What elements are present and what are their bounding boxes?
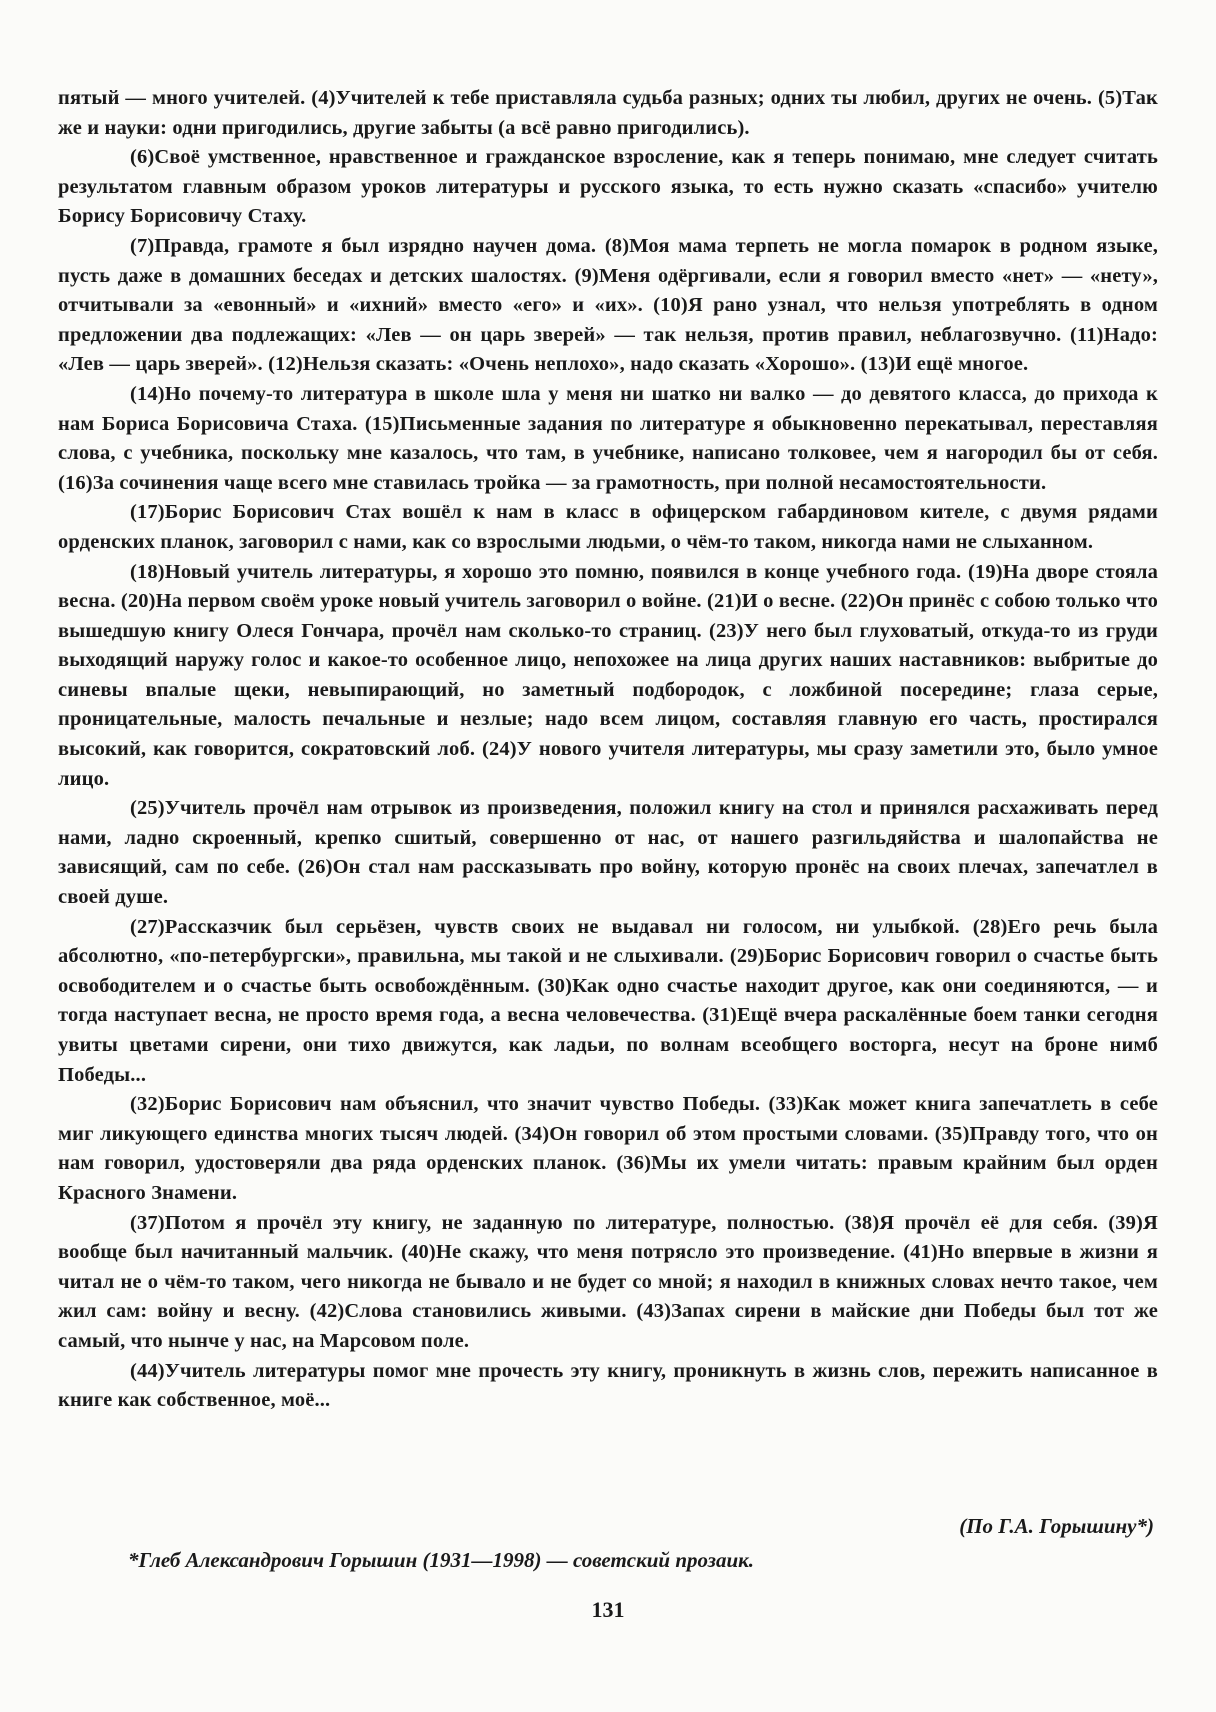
paragraph: (27)Рассказчик был серьёзен, чувств своих не выдавал ни голосом, ни улыбкой. (28)Его речь была абсолютно, «по-петербургски», правильна, мы такой и не слыхивали. (29)Борис Борисович говорил о счастье быть освободителем и о счастье быть освобождённым. (30)Как одно счастье находит другое, как они соединяются, — и тогда наступает весна, не просто время года, а весна человечества. (31)Ещё вчера раскалённые боем танки сегодня увиты цветами сирени, они тихо движутся, как ладьи, по волнам всеобщего восторга, несут на броне нимб Победы... — [58, 915, 1158, 1086]
page-number: 131 — [591, 1597, 625, 1622]
paragraph: (17)Борис Борисович Стах вошёл к нам в класс в офицерском габардиновом кителе, с двумя рядами орденских планок, заговорил с нами, как со взрослыми людьми, о чём-то таком, никогда нами не слыханном. — [58, 501, 1158, 553]
paragraph: (14)Но почему-то литература в школе шла у меня ни шатко ни валко — до девятого класса, до прихода к нам Бориса Борисовича Стаха. (15)Письменные задания по литературе я обыкновенно перекатывал, переставляя слова, с учебника, поскольку мне казалось, что там, в учебнике, написано толковее, чем я нагородил бы от себя. (16)За сочинения чаще всего мне ставилась тройка — за грамотность, при полной несамостоятельности. — [58, 382, 1158, 494]
author-footnote: *Глеб Александрович Горышин (1931—1998) — советский прозаик. — [128, 1548, 755, 1572]
text-body — [58, 84, 1158, 1416]
paragraph: (7)Правда, грамоте я был изрядно научен дома. (8)Моя мама терпеть не могла помарок в родном языке, пусть даже в домашних беседах и детских шалостях. (9)Меня одёргивали, если я говорил вместо «нет» — «нету», отчитывали за «евонный» и «ихний» вместо «его» и «их». (10)Я рано узнал, что нельзя употреблять в одном предложении два подлежащих: «Лев — он царь зверей» — так нельзя, против правил, неблагозвучно. (11)Надо: «Лев — царь зверей». (12)Нельзя сказать: «Очень неплохо», надо сказать «Хорошо». (13)И ещё многое. — [58, 234, 1158, 376]
paragraph: (44)Учитель литературы помог мне прочесть эту книгу, проникнуть в жизнь слов, пережить написанное в книге как собственное, моё... — [58, 1359, 1158, 1412]
source-attribution: (По Г.А. Горышину*) — [959, 1514, 1154, 1538]
paragraph: (18)Новый учитель литературы, я хорошо это помню, появился в конце учебного года. (19)На дворе стояла весна. (20)На первом своём уроке новый учитель заговорил о войне. (21)И о весне. (22)Он принёс с собою только что вышедшую книгу Олеся Гончара, прочёл нам сколько-то страниц. (23)У него был глуховатый, откуда-то из груди выходящий наружу голос и какое-то особенное лицо, непохожее на лица других наших наставников: выбритые до синевы впалые щеки, невыпирающий, но заметный подбородок, с ложбиной посередине; глаза серые, проницательные, малость печальные и незлые; надо всем лицом, составляя главную его часть, простирался высокий, как говорится, сократовский лоб. (24)У нового учителя литературы, мы сразу заметили это, было умное лицо. — [58, 560, 1158, 790]
paragraph: (32)Борис Борисович нам объяснил, что значит чувство Победы. (33)Как может книга запечатлеть в себе миг ликующего единства многих тысяч людей. (34)Он говорил об этом простыми словами. (35)Правду того, что он нам говорил, удостоверяли два ряда орденских планок. (36)Мы их умели читать: правым крайним был орден Красного Знамени. — [58, 1093, 1158, 1204]
paragraph: (37)Потом я прочёл эту книгу, не заданную по литературе, полностью. (38)Я прочёл её для себя. (39)Я вообще был начитанный мальчик. (40)Не скажу, что меня потрясло это произведение. (41)Но впервые в жизни я читал не о чём-то таком, чего никогда не бывало и не будет со мной; я находил в книжных словах нечто такое, чем жил сам: войну и весну. (42)Слова становились живыми. (43)Запах сирени в майские дни Победы был тот же самый, что нынче у нас, на Марсовом поле. — [58, 1211, 1158, 1352]
paragraph-continued: пятый — много учителей. (4)Учителей к тебе приставляла судьба разных; одних ты любил, других не очень. (5)Так же и науки: одни пригодились, другие забыты (а всё равно пригодились). — [58, 87, 1158, 139]
paragraph: (6)Своё умственное, нравственное и гражданское взросление, как я теперь понимаю, мне следует считать результатом главным образом уроков литературы и русского языка, то есть нужно сказать «спасибо» учителю Борису Борисовичу Стаху. — [58, 146, 1158, 228]
paragraph: (25)Учитель прочёл нам отрывок из произведения, положил книгу на стол и принялся расхаживать перед нами, ладно скроенный, крепко сшитый, совершенно от нас, от нашего разгильдяйства и шалопайства не зависящий, сам по себе. (26)Он стал нам рассказывать про войну, которую пронёс на своих плечах, запечатлел в своей душе. — [58, 797, 1158, 909]
